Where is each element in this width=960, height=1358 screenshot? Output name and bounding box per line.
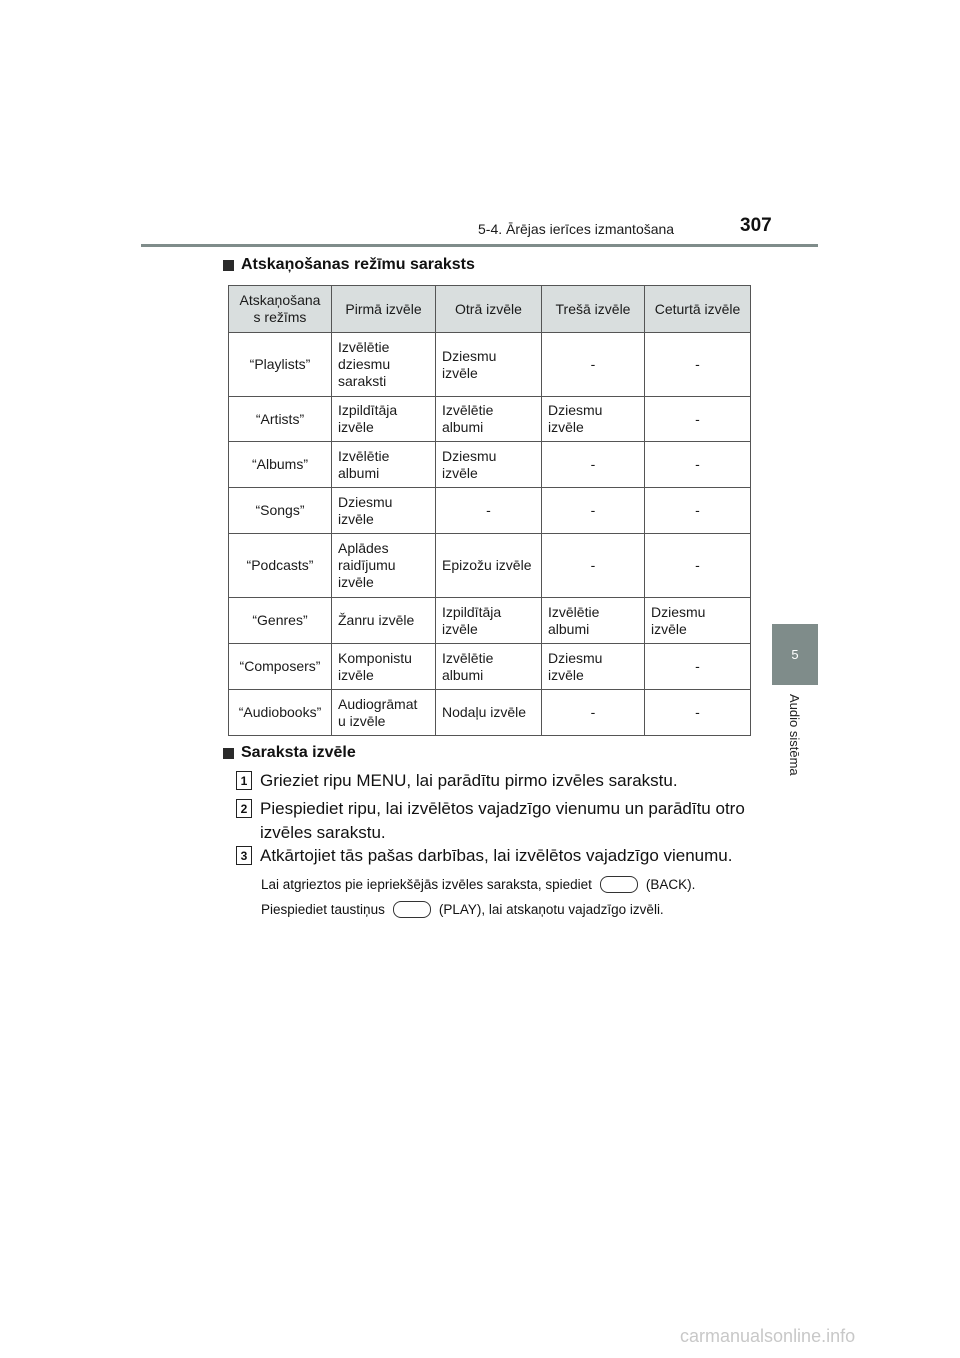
table-row [229, 397, 751, 442]
selection-cell: Dziesmu izvēle [645, 598, 751, 644]
note-text: (PLAY), lai atskaņotu vajadzīgo izvēli. [438, 902, 664, 917]
mode-cell: “Podcasts” [229, 534, 332, 598]
column-header: Trešā izvēle [542, 286, 645, 333]
watermark: carmanualsonline.info [680, 1326, 856, 1346]
selection-cell: Dziesmu izvēle [436, 442, 542, 488]
selection-cell: - [542, 534, 645, 598]
selection-cell: Izvēlētie albumi [436, 397, 542, 442]
selection-cell: Izpildītāja izvēle [332, 397, 436, 442]
chapter-number: 5 [791, 647, 799, 662]
selection-cell: Izvēlētie dziesmu saraksti [332, 333, 436, 397]
playback-heading [223, 256, 475, 274]
table-row [229, 644, 751, 690]
note-back [261, 876, 695, 893]
table-row [229, 442, 751, 488]
note-play [261, 901, 664, 918]
column-header: Otrā izvēle [436, 286, 542, 333]
list-heading-text: Saraksta izvēle [241, 744, 356, 761]
table-header-row [229, 286, 751, 333]
selection-cell: - [542, 690, 645, 736]
table-row [229, 690, 751, 736]
selection-cell: - [645, 534, 751, 598]
selection-cell: Izpildītāja izvēle [436, 598, 542, 644]
selection-cell: Audiogrāmat u izvēle [332, 690, 436, 736]
note-text: (BACK). [645, 877, 696, 892]
selection-cell: - [645, 488, 751, 534]
chapter-label: Audio sistēma [787, 694, 802, 776]
square-bullet-icon [223, 748, 234, 759]
note-text: Lai atgrieztos pie iepriekšējās izvēles saraksta, spiediet [261, 877, 592, 892]
list-heading [223, 744, 356, 762]
play-button-icon [393, 901, 431, 918]
note-text: Piespiediet taustiņus [261, 902, 385, 917]
selection-cell: - [542, 333, 645, 397]
selection-cell: - [645, 397, 751, 442]
square-bullet-icon [223, 260, 234, 271]
step-text: Atkārtojiet tās pašas darbības, lai izvēlētos vajadzīgo vienumu. [260, 846, 733, 865]
table-row [229, 598, 751, 644]
selection-cell: Komponistu izvēle [332, 644, 436, 690]
section-title: 5-4. Ārējas ierīces izmantošana [478, 221, 675, 237]
column-header: Atskaņošana s režīms [229, 286, 332, 333]
selection-cell: - [645, 333, 751, 397]
table-row [229, 488, 751, 534]
selection-cell: - [645, 690, 751, 736]
selection-cell: - [645, 442, 751, 488]
step-number: 3 [236, 846, 252, 865]
selection-cell: Dziesmu izvēle [542, 644, 645, 690]
selection-cell: - [645, 644, 751, 690]
step-text: Grieziet ripu MENU, lai parādītu pirmo izvēles sarakstu. [260, 771, 678, 790]
mode-cell: “Albums” [229, 442, 332, 488]
selection-cell: - [436, 488, 542, 534]
playback-heading-text: Atskaņošanas režīmu saraksts [241, 256, 475, 273]
mode-cell: “Audiobooks” [229, 690, 332, 736]
table-row [229, 534, 751, 598]
back-button-icon [600, 876, 638, 893]
selection-cell: - [542, 442, 645, 488]
selection-cell: Dziesmu izvēle [542, 397, 645, 442]
selection-cell: Izvēlētie albumi [436, 644, 542, 690]
selection-cell: Dziesmu izvēle [332, 488, 436, 534]
selection-cell: - [542, 488, 645, 534]
selection-cell: Izvēlētie albumi [542, 598, 645, 644]
selection-cell: Izvēlētie albumi [332, 442, 436, 488]
step-number: 1 [236, 771, 252, 790]
selection-cell: Epizožu izvēle [436, 534, 542, 598]
column-header: Pirmā izvēle [332, 286, 436, 333]
selection-cell: Žanru izvēle [332, 598, 436, 644]
chapter-tab [772, 624, 818, 685]
selection-cell: Aplādes raidījumu izvēle [332, 534, 436, 598]
mode-cell: “Composers” [229, 644, 332, 690]
mode-cell: “Songs” [229, 488, 332, 534]
mode-cell: “Playlists” [229, 333, 332, 397]
column-header: Ceturtā izvēle [645, 286, 751, 333]
mode-cell: “Artists” [229, 397, 332, 442]
table-row [229, 333, 751, 397]
step-text: Piespiediet ripu, lai izvēlētos vajadzīgo vienumu un parādītu otro izvēles sarakstu. [260, 799, 745, 842]
selection-cell: Dziesmu izvēle [436, 333, 542, 397]
header-rule [141, 244, 818, 247]
playback-modes-table [228, 285, 751, 736]
selection-cell: Nodaļu izvēle [436, 690, 542, 736]
page-number: 307 [740, 215, 772, 236]
mode-cell: “Genres” [229, 598, 332, 644]
step-number: 2 [236, 799, 252, 818]
